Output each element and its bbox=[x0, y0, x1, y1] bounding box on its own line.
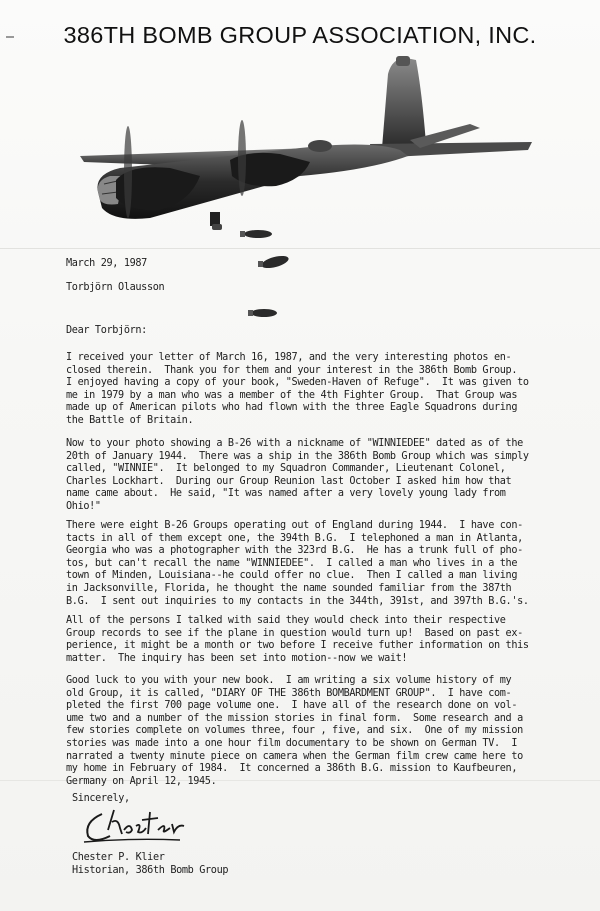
paragraph-line: I received your letter of March 16, 1987, and the very interesting photos en- bbox=[66, 352, 512, 363]
paragraph-line: tacts in all of them except one, the 394th B.G. I telephoned a man in Atlanta, bbox=[66, 532, 523, 544]
letterhead-title: 386TH BOMB GROUP ASSOCIATION, INC. bbox=[63, 22, 537, 48]
salutation: Dear Torbjörn: bbox=[66, 325, 147, 336]
paragraph-line: Now to your photo showing a B-26 with a nickname of "WINNIEDEE" dated as of the bbox=[66, 438, 523, 449]
paragraph-line: me in 1979 by a man who was a member of the 4th Fighter Group. That Group was bbox=[66, 389, 518, 401]
signer-name: Chester P. Klier bbox=[72, 852, 165, 863]
paragraph-line: the Battle of Britain. bbox=[66, 414, 194, 426]
closing: Sincerely, bbox=[72, 793, 130, 804]
paragraph-line: All of the persons I talked with said they would check into their respective bbox=[66, 615, 506, 626]
paragraph-4 bbox=[66, 615, 566, 665]
paragraph-line: few stories complete on volumes three, four , five, and six. One of my mission bbox=[66, 725, 523, 737]
paragraph-line: I enjoyed having a copy of your book, "Sweden-Haven of Refuge". It was given to bbox=[66, 377, 529, 389]
handwritten-signature bbox=[80, 800, 190, 850]
paragraph-line: made up of American pilots who had flown with the three Eagle Squadrons during bbox=[66, 402, 518, 414]
paragraph-line: in Jacksonville, Florida, he thought the name sounded familiar from the 387th bbox=[66, 582, 512, 594]
paragraph-2 bbox=[66, 438, 566, 514]
paragraph-line: narrated a twenty minute piece on camera when the German film crew came here to bbox=[66, 750, 523, 762]
signer-title: Historian, 386th Bomb Group bbox=[72, 865, 229, 876]
recipient-name: Torbjörn Olausson bbox=[66, 282, 165, 293]
paragraph-line: tos, but can't recall the name "WINNIEDEE". I called a man who lives in a the bbox=[66, 557, 518, 569]
paragraph-line: B.G. I sent out inquiries to my contacts in the 344th, 391st, and 397th B.G.'s. bbox=[66, 595, 529, 607]
paragraph-5 bbox=[66, 675, 566, 788]
paragraph-line: my home in February of 1984. It concerned a 386th B.G. mission to Kaufbeuren, bbox=[66, 763, 518, 775]
letter-date: March 29, 1987 bbox=[66, 258, 147, 269]
b26-bomber-illustration bbox=[70, 52, 540, 242]
paragraph-line: Ohio!" bbox=[66, 500, 101, 512]
paragraph-line: ume two and a number of the mission stories in final form. Some research and a bbox=[66, 712, 523, 724]
paragraph-line: town of Minden, Louisiana--he could offer no clue. Then I called a man living bbox=[66, 570, 518, 582]
paragraph-line: closed therein. Thank you for them and your interest in the 386th Bomb Group. bbox=[66, 364, 518, 376]
paper-fold-line bbox=[0, 248, 600, 249]
paragraph-line: Charles Lockhart. During our Group Reunion last October I asked him how that bbox=[66, 475, 512, 487]
paragraph-line: pleted the first 700 page volume one. I have all of the research done on vol- bbox=[66, 700, 518, 712]
paragraph-line: called, "WINNIE". It belonged to my Squadron Commander, Lieutenant Colonel, bbox=[66, 463, 506, 475]
paragraph-1 bbox=[66, 352, 566, 428]
paragraph-line: old Group, it is called, "DIARY OF THE 386th BOMBARDMENT GROUP". I have com- bbox=[66, 687, 512, 699]
paragraph-line: matter. The inquiry has been set into motion--now we wait! bbox=[66, 652, 408, 664]
paragraph-line: Georgia who was a photographer with the 323rd B.G. He has a trunk full of pho- bbox=[66, 545, 523, 557]
paragraph-line: Germany on April 12, 1945. bbox=[66, 775, 217, 787]
paragraph-line: stories was made into a one hour film documentary to be shown on German TV. I bbox=[66, 737, 518, 749]
paragraph-line: There were eight B-26 Groups operating out of England during 1944. I have con- bbox=[66, 520, 523, 531]
falling-bombs-illustration bbox=[230, 225, 290, 325]
paragraph-line: name came about. He said, "It was named after a very lovely young lady from bbox=[66, 488, 506, 500]
paragraph-line: Good luck to you with your new book. I am writing a six volume history of my bbox=[66, 675, 512, 686]
paragraph-3 bbox=[66, 520, 566, 608]
paragraph-line: Group records to see if the plane in question would turn up! Based on past ex- bbox=[66, 627, 523, 639]
paragraph-line: perience, it might be a month or two before I receive futher information on this bbox=[66, 640, 529, 652]
paragraph-line: 20th of January 1944. There was a ship in the 386th Bomb Group which was simply bbox=[66, 450, 529, 462]
